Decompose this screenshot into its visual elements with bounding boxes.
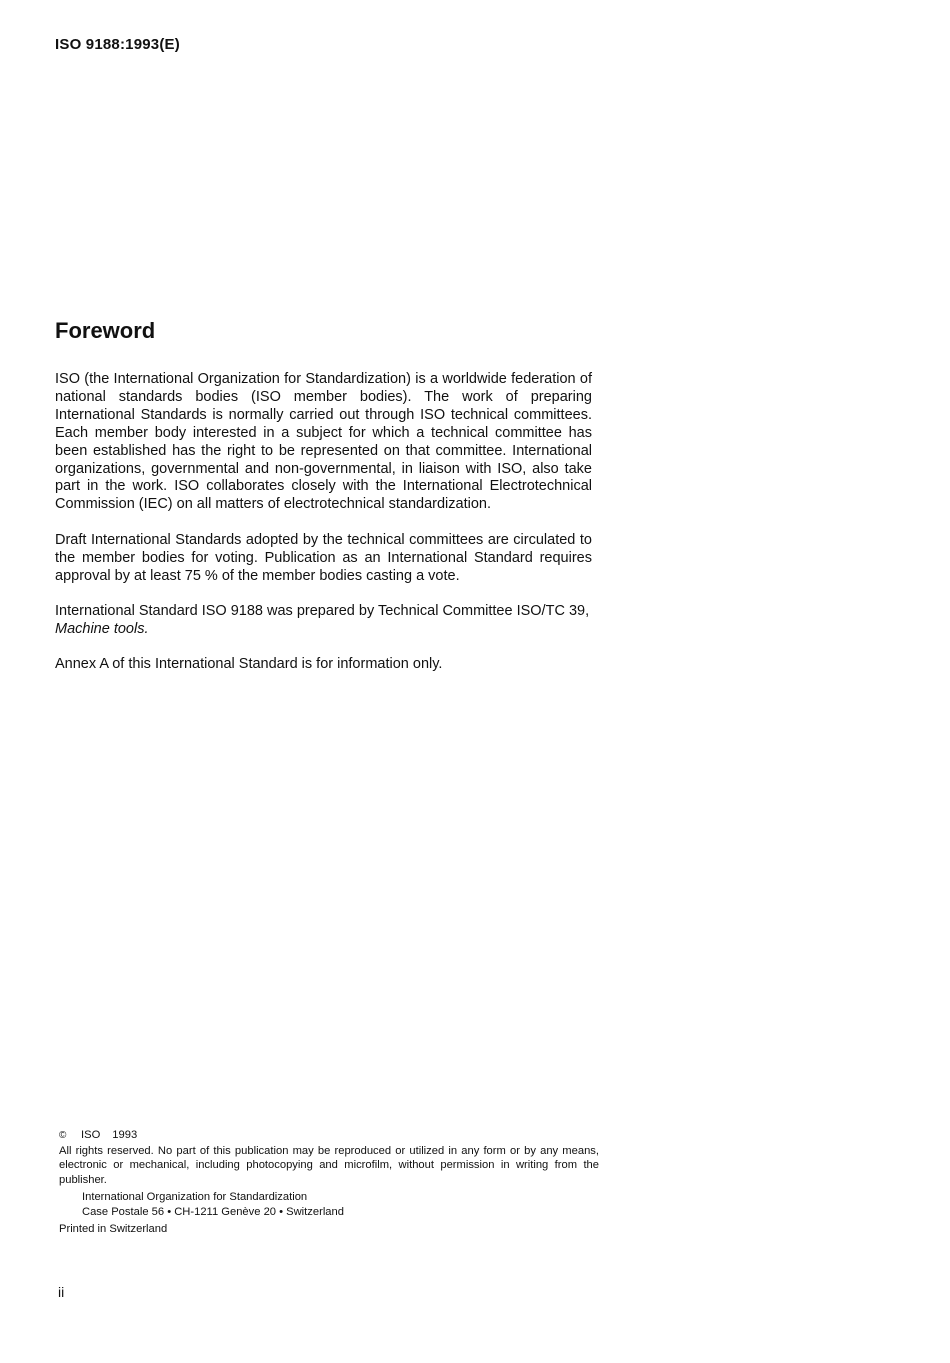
copyright-line <box>59 1128 599 1144</box>
copyright-year: 1993 <box>112 1129 138 1141</box>
foreword-body <box>55 371 592 692</box>
foreword-paragraph-2: Draft International Standards adopted by the technical committees are circulated to the member bodies for voting. Publication as an International Standard requires approval by at least 75 % of the member bodies casting a vote. <box>55 531 592 584</box>
prepared-by-text: International Standard ISO 9188 was prepared by Technical Committee ISO/TC 39, <box>55 602 590 619</box>
printed-in: Printed in Switzerland <box>59 1223 168 1235</box>
page-number: ii <box>58 1284 65 1300</box>
postal-address: Case Postale 56 • CH-1211 Genève 20 • Switzerland <box>82 1205 344 1218</box>
rights-statement: All rights reserved. No part of this publication may be reproduced or utilized in any form or by any means, electronic or mechanical, including photocopying and microfilm, without permission in writing from the publisher. <box>59 1144 599 1186</box>
document-id: ISO 9188:1993(E) <box>55 36 180 53</box>
copyright-icon: © <box>59 1130 67 1141</box>
foreword-heading: Foreword <box>55 318 156 343</box>
foreword-paragraph-1: ISO (the International Organization for Standardization) is a worldwide federation of national standards bodies (ISO member bodies). The work of preparing International Standards is normally carried out through ISO technical committees. Each member body interested in a subject for which a technical committee has been established has the right to be represented on that committee. International organizations, governmental and non-governmental, in liaison with ISO, also take part in the work. ISO collaborates closely with the International Electrotechnical Commission (IEC) on all matters of electrotechnical standardization. <box>55 371 592 513</box>
copyright-org: ISO <box>81 1129 101 1141</box>
publisher-address <box>59 1190 599 1219</box>
foreword-paragraph-3 <box>55 603 592 639</box>
committee-title: Machine tools. <box>55 620 149 637</box>
copyright-block <box>59 1128 599 1237</box>
annex-note: Annex A of this International Standard is for information only. <box>55 656 443 673</box>
organization-name: International Organization for Standardization <box>82 1191 308 1203</box>
